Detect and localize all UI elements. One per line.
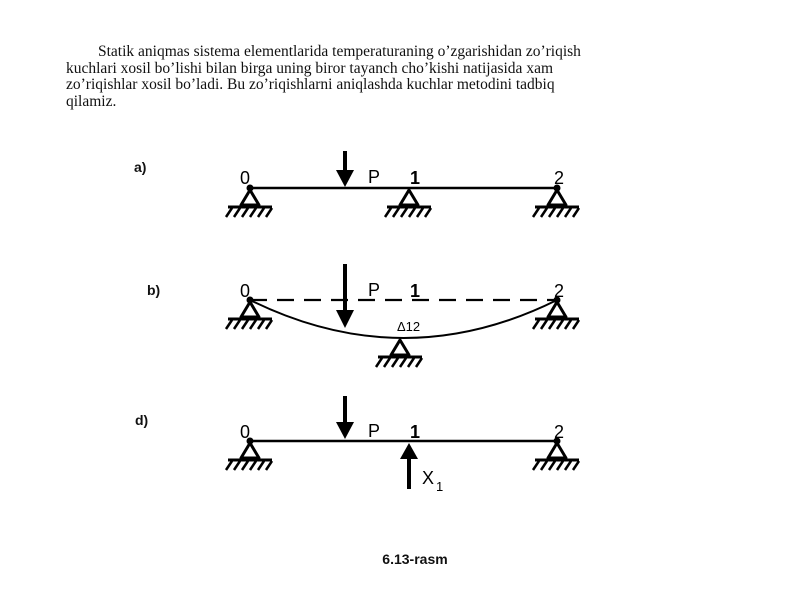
paragraph-line: zo’riqishlar xosil bo’ladi. Bu zo’riqishlarni aniqlashda kuchlar metodini tadbiq	[66, 76, 555, 93]
support-0	[226, 190, 272, 217]
load-arrow	[336, 264, 354, 328]
support-label: 2	[554, 422, 565, 442]
subfigure-b	[226, 264, 579, 367]
load-label: P	[368, 421, 381, 441]
reaction-arrow	[400, 443, 418, 489]
support-label: 0	[240, 422, 251, 442]
subfigure-a	[226, 151, 579, 217]
support-label: 2	[554, 281, 565, 301]
support-label: 0	[240, 168, 251, 188]
support-label: 1	[410, 281, 421, 301]
reaction-subscript: 1	[436, 479, 444, 494]
subfigure-label-a: a)	[134, 159, 147, 175]
paragraph-line: qilamiz.	[66, 92, 117, 110]
paragraph-line: Statik aniqmas sistema elementlarida temperaturaning o’zgarishidan zo’riqish	[98, 43, 581, 60]
subfigure-label-b: b)	[147, 282, 161, 298]
support-2	[533, 302, 579, 329]
load-label: P	[368, 280, 381, 300]
support-2	[533, 190, 579, 217]
support-label: 2	[554, 168, 565, 188]
subfigure-label-d: d)	[135, 412, 149, 428]
load-arrow	[336, 396, 354, 439]
support-label: 1	[410, 422, 421, 442]
support-label: 0	[240, 281, 251, 301]
subfigure-d	[226, 396, 579, 494]
settlement-label: Δ12	[397, 319, 421, 334]
reaction-label: X	[422, 468, 435, 488]
figure-caption: 6.13-rasm	[382, 551, 448, 567]
support-0	[226, 443, 272, 470]
support-2	[533, 443, 579, 470]
support-label: 1	[410, 168, 421, 188]
paragraph-line: kuchlari xosil bo’lishi bilan birga uning biror tayanch cho’kishi natijasida xam	[66, 59, 554, 77]
load-arrow	[336, 151, 354, 187]
load-label: P	[368, 167, 381, 187]
support-1	[385, 190, 431, 217]
support-1-settled	[376, 340, 422, 367]
